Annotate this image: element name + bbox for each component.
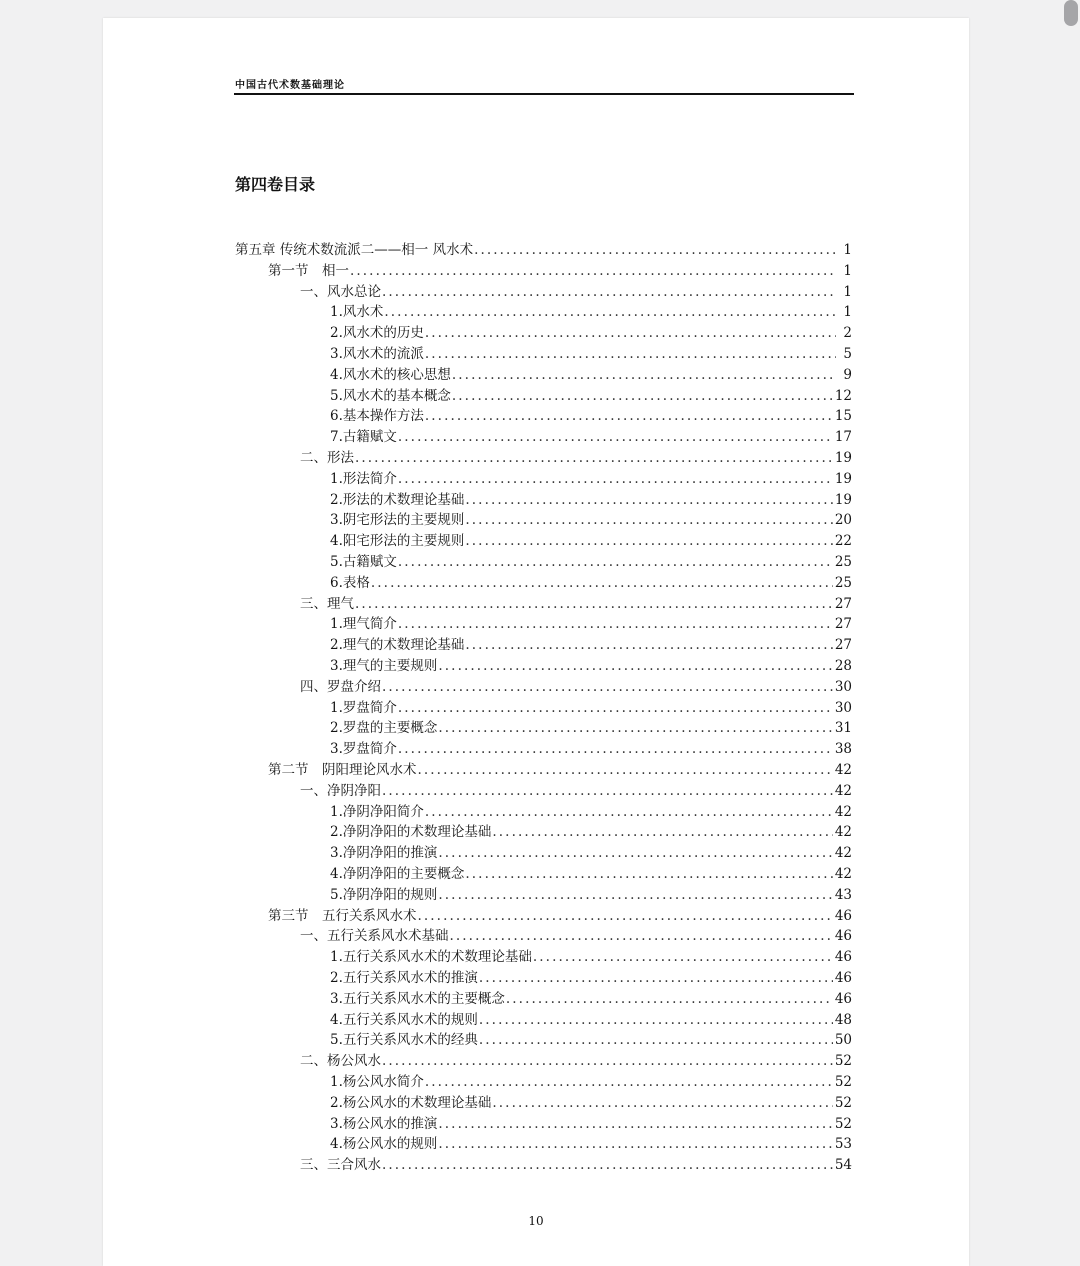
toc-entry-page: 52: [834, 1074, 852, 1090]
toc-entry[interactable]: [330, 987, 852, 1008]
toc-entry-page: 50: [834, 1032, 852, 1049]
toc-entry[interactable]: [330, 737, 852, 758]
toc-leader-dots: [452, 367, 836, 383]
toc-leader-dots: [479, 1012, 833, 1028]
toc-entry-page: 31: [834, 720, 852, 737]
toc-entry-page: 19: [834, 491, 852, 508]
toc-entry[interactable]: [330, 1112, 852, 1133]
toc-entry[interactable]: [235, 238, 852, 259]
toc-entry[interactable]: [330, 945, 852, 966]
toc-entry-label: 4.风水术的核心思想: [330, 366, 451, 383]
toc-leader-dots: [438, 1136, 832, 1152]
document-page: [103, 18, 969, 1266]
toc-entry-page: 46: [834, 990, 852, 1007]
toc-entry-page: 9: [843, 366, 852, 383]
toc-entry[interactable]: [330, 384, 852, 405]
toc-leader-dots: [382, 1053, 833, 1069]
toc-leader-dots: [533, 949, 833, 965]
toc-entry-page: 52: [834, 1094, 852, 1111]
toc-leader-dots: [425, 408, 833, 424]
toc-entry-label: 4.杨公风水的规则: [330, 1136, 438, 1153]
toc-entry-label: 第二节 阴阳理论风水术: [268, 762, 417, 778]
toc-entry[interactable]: [330, 862, 852, 883]
toc-entry[interactable]: [330, 612, 852, 633]
toc-leader-dots: [492, 824, 832, 840]
toc-leader-dots: [355, 450, 833, 466]
toc-entry-label: 5.净阴净阳的规则: [330, 886, 438, 903]
toc-leader-dots: [398, 741, 833, 757]
toc-entry-page: 43: [834, 886, 852, 903]
toc-entry-label: 2.净阴净阳的术数理论基础: [330, 824, 492, 841]
toc-entry-page: 19: [834, 450, 852, 466]
toc-entry[interactable]: [330, 1070, 852, 1091]
toc-entry-label: 一、五行关系风水术基础: [300, 928, 449, 945]
toc-leader-dots: [350, 263, 836, 279]
toc-leader-dots: [465, 637, 832, 653]
toc-leader-dots: [450, 928, 833, 944]
toc-entry-label: 2.理气的术数理论基础: [330, 637, 465, 654]
toc-entry[interactable]: [330, 571, 852, 592]
toc-entry-label: 3.五行关系风水术的主要概念: [330, 990, 505, 1007]
toc-entry[interactable]: [330, 467, 852, 488]
toc-entry-label: 5.古籍赋文: [330, 554, 397, 570]
toc-leader-dots: [425, 325, 836, 341]
toc-leader-dots: [382, 284, 836, 300]
toc-entry[interactable]: [300, 280, 852, 301]
toc-entry-page: 46: [834, 949, 852, 966]
toc-entry-label: 7.古籍赋文: [330, 429, 397, 446]
toc-entry[interactable]: [300, 592, 852, 613]
toc-entry[interactable]: [330, 654, 852, 675]
toc-entry-label: 3.阴宅形法的主要规则: [330, 512, 465, 529]
toc-entry-page: 5: [843, 346, 852, 362]
toc-entry-label: 5.五行关系风水术的经典: [330, 1032, 478, 1049]
toc-entry-page: 27: [834, 637, 852, 654]
toc-entry[interactable]: [330, 1132, 852, 1153]
toc-entry-page: 53: [834, 1136, 852, 1153]
toc-entry[interactable]: [330, 633, 852, 654]
toc-entry[interactable]: [330, 1028, 852, 1049]
toc-entry-page: 1: [843, 304, 852, 321]
toc-entry-label: 二、杨公风水: [300, 1053, 381, 1070]
toc-entry-page: 42: [834, 803, 852, 820]
toc-entry-label: 4.净阴净阳的主要概念: [330, 866, 465, 882]
toc-entry[interactable]: [268, 758, 852, 779]
toc-leader-dots: [465, 866, 832, 882]
toc-entry-page: 48: [834, 1011, 852, 1028]
toc-leader-dots: [465, 492, 832, 508]
toc-entry[interactable]: [330, 841, 852, 862]
toc-entry[interactable]: [300, 924, 852, 945]
toc-entry-page: 38: [834, 741, 852, 758]
toc-entry[interactable]: [300, 779, 852, 800]
toc-entry-page: 27: [834, 595, 852, 612]
toc-entry[interactable]: [330, 820, 852, 841]
toc-entry[interactable]: [330, 425, 852, 446]
toc-entry[interactable]: [330, 529, 852, 550]
toc-entry-label: 3.净阴净阳的推演: [330, 845, 438, 862]
toc-entry[interactable]: [268, 259, 852, 280]
toc-entry-label: 第一节 相一: [268, 262, 349, 279]
toc-leader-dots: [371, 575, 833, 591]
toc-leader-dots: [382, 1157, 833, 1173]
toc-entry-label: 三、理气: [300, 595, 354, 612]
toc-leader-dots: [452, 388, 833, 404]
toc-entry[interactable]: [300, 446, 852, 467]
toc-entry[interactable]: [330, 716, 852, 737]
toc-entry-page: 1: [843, 262, 852, 279]
toc-leader-dots: [438, 887, 832, 903]
toc-entry-label: 1.罗盘简介: [330, 699, 397, 716]
toc-entry[interactable]: [300, 675, 852, 696]
toc-entry-page: 20: [834, 512, 852, 529]
toc-entry-page: 12: [834, 387, 852, 404]
toc-entry-page: 28: [834, 658, 852, 674]
toc-entry-label: 2.风水术的历史: [330, 325, 424, 342]
toc-leader-dots: [382, 679, 833, 695]
toc-entry-page: 22: [834, 533, 852, 550]
toc-entry[interactable]: [330, 321, 852, 342]
toc-leader-dots: [355, 596, 833, 612]
toc-entry-label: 1.五行关系风水术的术数理论基础: [330, 949, 532, 966]
toc-entry-label: 1.形法简介: [330, 470, 397, 487]
toc-entry[interactable]: [330, 363, 852, 384]
toc-entry-page: 17: [834, 429, 852, 446]
toc-leader-dots: [398, 616, 833, 632]
toc-leader-dots: [382, 783, 833, 799]
toc-entry-page: 46: [834, 907, 852, 924]
toc-entry-label: 2.罗盘的主要概念: [330, 720, 438, 737]
toc-entry-label: 第五章 传统术数流派二——相一 风水术: [235, 242, 474, 258]
toc-entry-label: 6.表格: [330, 574, 370, 591]
toc-entry-page: 30: [834, 678, 852, 695]
running-header: 中国古代术数基础理论: [235, 80, 345, 91]
toc-entry-label: 一、风水总论: [300, 283, 381, 300]
toc-entry[interactable]: [300, 1049, 852, 1070]
toc-leader-dots: [398, 700, 833, 716]
toc-entry[interactable]: [330, 488, 852, 509]
toc-leader-dots: [418, 908, 833, 924]
toc-leader-dots: [425, 804, 833, 820]
toc-entry-label: 1.风水术: [330, 304, 384, 321]
toc-entry-label: 1.理气简介: [330, 616, 397, 633]
toc-entry[interactable]: [330, 966, 852, 987]
toc-entry-page: 2: [843, 325, 852, 342]
toc-entry[interactable]: [330, 696, 852, 717]
toc-leader-dots: [425, 1074, 833, 1090]
toc-entry-page: 25: [834, 554, 852, 570]
toc-entry[interactable]: [330, 342, 852, 363]
toc-leader-dots: [474, 242, 836, 258]
toc-entry-label: 1.杨公风水简介: [330, 1074, 424, 1090]
toc-leader-dots: [398, 554, 833, 570]
toc-entry-label: 3.罗盘简介: [330, 741, 397, 758]
toc-leader-dots: [398, 429, 833, 445]
toc-entry-page: 19: [834, 470, 852, 487]
toc-entry-page: 27: [834, 616, 852, 633]
toc-leader-dots: [398, 471, 833, 487]
toc-entry-page: 54: [834, 1157, 852, 1174]
toc-entry[interactable]: [300, 1153, 852, 1174]
toc-entry-page: 42: [834, 762, 852, 778]
toc-entry-label: 4.五行关系风水术的规则: [330, 1011, 478, 1028]
toc-entry-page: 46: [834, 970, 852, 986]
toc-leader-dots: [479, 970, 833, 986]
toc-entry-label: 二、形法: [300, 450, 354, 466]
toc-entry[interactable]: [268, 904, 852, 925]
toc-leader-dots: [479, 1032, 833, 1048]
toc-leader-dots: [465, 533, 832, 549]
toc-entry-page: 30: [834, 699, 852, 716]
toc-entry[interactable]: [330, 404, 852, 425]
toc-entry[interactable]: [330, 1091, 852, 1112]
toc-entry-label: 四、罗盘介绍: [300, 678, 381, 695]
toc-leader-dots: [438, 845, 832, 861]
scrollbar-thumb[interactable]: [1064, 0, 1078, 26]
toc-leader-dots: [425, 346, 836, 362]
toc-entry-page: 42: [834, 866, 852, 882]
toc-title: 第四卷目录: [235, 175, 316, 194]
toc-leader-dots: [418, 762, 833, 778]
toc-entry-page: 42: [834, 824, 852, 841]
toc-entry[interactable]: [330, 800, 852, 821]
toc-entry-page: 1: [843, 283, 852, 300]
toc-entry-page: 15: [834, 408, 852, 425]
toc-entry-label: 3.风水术的流派: [330, 346, 424, 362]
toc-entry-label: 5.风水术的基本概念: [330, 387, 451, 404]
toc-entry[interactable]: [330, 883, 852, 904]
toc-entry[interactable]: [330, 300, 852, 321]
toc-entry-page: 42: [834, 845, 852, 862]
toc-entry-page: 42: [834, 782, 852, 799]
toc-entry-label: 2.形法的术数理论基础: [330, 491, 465, 508]
toc-entry[interactable]: [330, 1008, 852, 1029]
toc-entry-label: 2.五行关系风水术的推演: [330, 970, 478, 986]
toc-entry-page: 52: [834, 1115, 852, 1132]
toc-leader-dots: [438, 720, 832, 736]
toc-entry[interactable]: [330, 550, 852, 571]
toc-entry-page: 25: [834, 574, 852, 591]
toc-entry-page: 1: [843, 242, 852, 258]
page-number: 10: [528, 1214, 544, 1228]
toc-entry-label: 一、净阴净阳: [300, 782, 381, 799]
toc-entry-label: 三、三合风水: [300, 1157, 381, 1174]
toc-entry[interactable]: [330, 508, 852, 529]
toc-leader-dots: [384, 304, 836, 320]
toc-leader-dots: [438, 658, 832, 674]
toc-entry-page: 52: [834, 1053, 852, 1070]
toc-entry-page: 46: [834, 928, 852, 945]
toc-entry-label: 第三节 五行关系风水术: [268, 907, 417, 924]
toc-entry-label: 2.杨公风水的术数理论基础: [330, 1094, 492, 1111]
toc-leader-dots: [465, 512, 832, 528]
toc-entry-label: 4.阳宅形法的主要规则: [330, 533, 465, 550]
toc-entry-label: 6.基本操作方法: [330, 408, 424, 425]
toc-entry-label: 3.理气的主要规则: [330, 658, 438, 674]
toc-leader-dots: [438, 1116, 832, 1132]
toc-leader-dots: [492, 1095, 832, 1111]
toc-leader-dots: [506, 991, 833, 1007]
toc-entry-label: 1.净阴净阳简介: [330, 803, 424, 820]
toc-entry-label: 3.杨公风水的推演: [330, 1115, 438, 1132]
header-rule: [234, 93, 854, 95]
